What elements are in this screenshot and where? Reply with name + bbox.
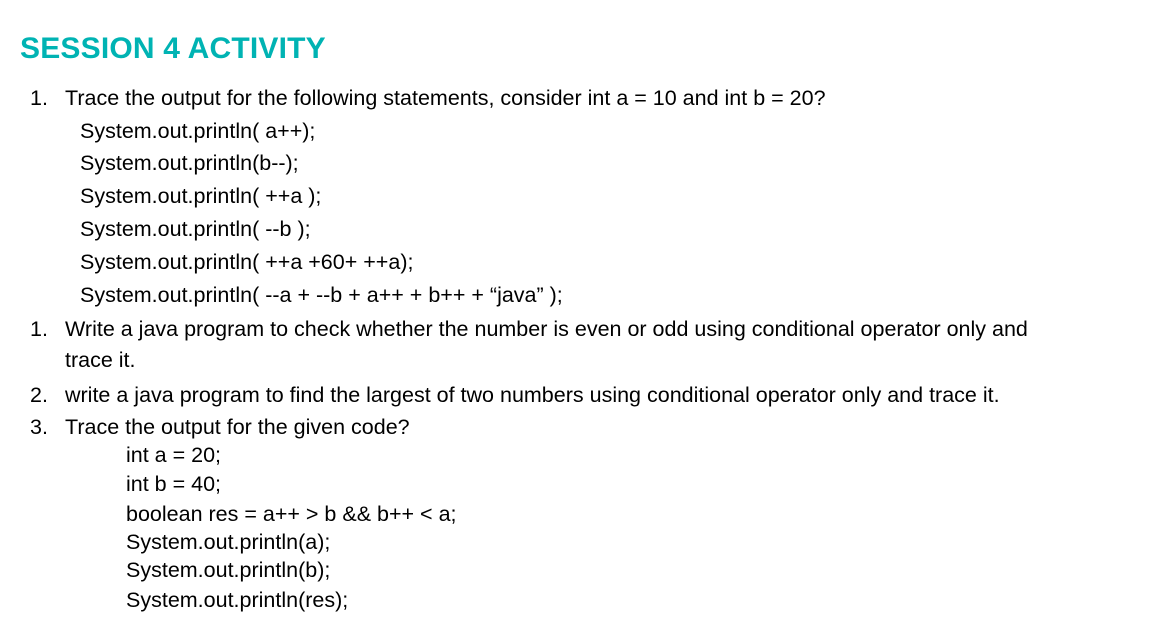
question-1-number: 1. xyxy=(30,86,48,110)
question-4-text: Trace the output for the given code? xyxy=(65,415,410,439)
question-3-text: write a java program to find the largest of two numbers using conditional operator only and trace it. xyxy=(65,383,1000,407)
q4-code-line-3: boolean res = a++ > b && b++ < a; xyxy=(126,502,457,526)
question-2 xyxy=(30,314,1028,344)
q4-code-line-2: int b = 40; xyxy=(126,472,222,496)
question-3 xyxy=(30,380,1000,410)
question-3-number: 2. xyxy=(30,383,48,407)
q4-code-line-4: System.out.println(a); xyxy=(126,530,331,554)
question-1 xyxy=(30,83,826,113)
question-1-text: Trace the output for the following statements, consider int a = 10 and int b = 20? xyxy=(65,86,826,110)
q4-code-line-5: System.out.println(b); xyxy=(126,558,331,582)
question-2-text: Write a java program to check whether the number is even or odd using conditional operator only and xyxy=(65,317,1028,341)
question-2-number: 1. xyxy=(30,317,48,341)
q4-code-line-6: System.out.println(res); xyxy=(126,588,349,612)
q1-code-line-5: System.out.println( ++a +60+ ++a); xyxy=(80,250,414,274)
q1-code-line-2: System.out.println(b--); xyxy=(80,151,299,175)
page-title: SESSION 4 ACTIVITY xyxy=(20,32,326,65)
q4-code-line-1: int a = 20; xyxy=(126,443,222,467)
question-2-text-continued: trace it. xyxy=(65,348,136,372)
q1-code-line-6: System.out.println( --a + --b + a++ + b++ + “java” ); xyxy=(80,283,563,307)
q1-code-line-4: System.out.println( --b ); xyxy=(80,217,311,241)
q1-code-line-3: System.out.println( ++a ); xyxy=(80,184,322,208)
q1-code-line-1: System.out.println( a++); xyxy=(80,119,316,143)
question-4-number: 3. xyxy=(30,415,48,439)
question-4 xyxy=(30,412,410,442)
